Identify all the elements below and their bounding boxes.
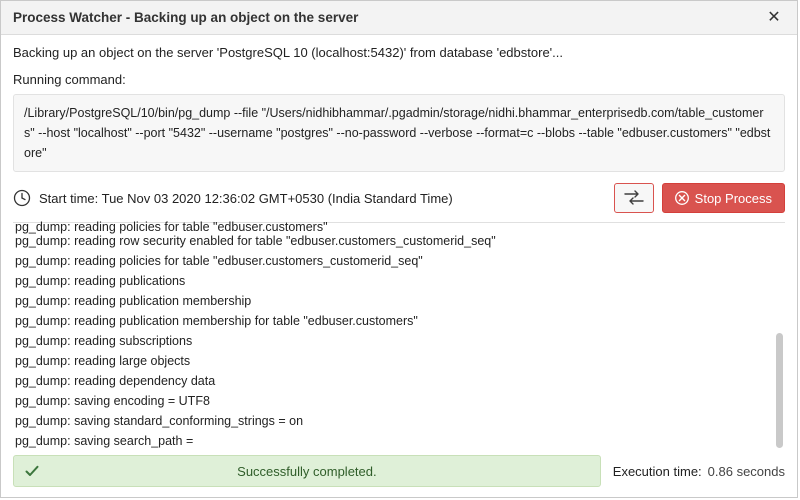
window-title: Process Watcher - Backing up an object on the server [13,10,359,25]
stop-process-button[interactable] [662,183,785,213]
log-line: pg_dump: reading publication membership [15,294,252,308]
log-line: pg_dump: saving standard_conforming_strings = on [15,414,304,428]
process-description: Backing up an object on the server 'PostgreSQL 10 (localhost:5432)' from database 'edbstore'... [13,45,563,60]
log-line: pg_dump: reading publication membership for table "edbuser.customers" [15,314,418,328]
log-line: pg_dump: reading policies for table "edbuser.customers_customerid_seq" [15,254,423,268]
status-row [13,182,785,214]
log-line: pg_dump: reading subscriptions [15,334,193,348]
start-time-label: Start time: Tue Nov 03 2020 12:36:02 GMT+0530 (India Standard Time) [39,190,453,206]
title-bar [1,1,797,35]
status-badge [13,455,601,487]
stop-process-label: Stop Process [694,190,772,206]
success-message: Successfully completed. [237,463,377,479]
close-icon[interactable]: ✕ [767,8,781,26]
command-text: /Library/PostgreSQL/10/bin/pg_dump --file "/Users/nidhibhammar/.pgadmin/storage/nidhi.bhammar_enterprisedb.com/table_customers" --host "localhost" --port "5432" --username "postgres" --no-password --verbose --format=c --blobs --table "edbuser.customers" "edbstore" [13,94,785,172]
log-line: pg_dump: saving search_path = [15,434,194,448]
running-command-label: Running command: [13,72,126,87]
log-line: pg_dump: reading large objects [15,354,191,368]
log-panel[interactable] [13,222,785,453]
clock-icon [13,189,31,207]
log-scrollbar[interactable] [775,223,783,453]
log-line: pg_dump: reading row security enabled for table "edbuser.customers_customerid_seq" [15,234,496,248]
execution-time-label: Execution time: [612,463,702,479]
log-scrollbar-thumb[interactable] [776,333,783,448]
log-line: pg_dump: reading publications [15,274,186,288]
log-line: pg_dump: reading dependency data [15,374,216,388]
log-line: pg_dump: saving encoding = UTF8 [15,394,210,408]
dialog-body [1,35,797,453]
process-transfer-icon[interactable] [614,183,654,213]
execution-time-value: 0.86 seconds [707,463,785,479]
log-line: pg_dump: reading policies for table "edbuser.customers" [15,220,328,234]
stop-circle-icon [675,191,689,205]
log-lines [13,220,785,453]
